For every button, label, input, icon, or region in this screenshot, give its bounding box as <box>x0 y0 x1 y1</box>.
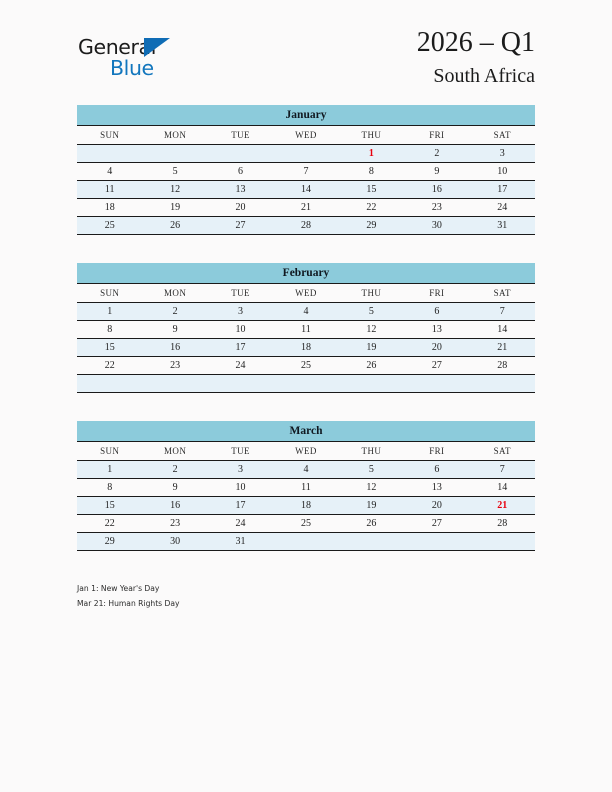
day-cell[interactable]: 7 <box>470 461 535 479</box>
day-cell[interactable]: 21 <box>470 339 535 357</box>
empty-day-cell <box>273 145 338 163</box>
day-cell[interactable]: 7 <box>470 303 535 321</box>
weekday-label-thu: THU <box>339 442 404 461</box>
day-cell[interactable]: 7 <box>273 163 338 181</box>
holiday-note: Jan 1: New Year's Day <box>77 584 160 593</box>
weekday-label-wed: WED <box>273 126 338 145</box>
weekday-header-row <box>77 442 535 461</box>
weekday-label-sat: SAT <box>470 442 535 461</box>
day-cell[interactable]: 9 <box>404 163 469 181</box>
day-cell[interactable]: 1 <box>77 303 142 321</box>
logo-triangle-icon <box>144 38 170 57</box>
day-cell[interactable]: 10 <box>208 479 273 497</box>
weekday-label-tue: TUE <box>208 442 273 461</box>
day-cell[interactable]: 14 <box>273 181 338 199</box>
day-cell[interactable]: 17 <box>470 181 535 199</box>
weekday-label-fri: FRI <box>404 442 469 461</box>
day-cell[interactable]: 22 <box>77 515 142 533</box>
day-cell[interactable]: 22 <box>339 199 404 217</box>
empty-day-cell <box>339 533 404 551</box>
day-cell[interactable]: 6 <box>404 461 469 479</box>
page-title: 2026 – Q1 <box>416 27 535 58</box>
day-cell[interactable]: 24 <box>470 199 535 217</box>
day-cell[interactable]: 5 <box>142 163 207 181</box>
empty-day-cell <box>404 375 469 393</box>
empty-day-cell <box>77 375 142 393</box>
month-name: March <box>77 421 535 442</box>
day-cell[interactable]: 12 <box>339 479 404 497</box>
day-cell[interactable]: 2 <box>142 461 207 479</box>
weekday-label-mon: MON <box>142 284 207 303</box>
empty-day-cell <box>273 533 338 551</box>
day-cell[interactable]: 6 <box>208 163 273 181</box>
day-cell[interactable]: 26 <box>339 515 404 533</box>
month-header-row <box>77 105 535 126</box>
day-cell[interactable]: 2 <box>404 145 469 163</box>
calendar-table <box>77 263 535 393</box>
day-cell[interactable]: 3 <box>208 303 273 321</box>
day-cell[interactable]: 10 <box>208 321 273 339</box>
day-cell[interactable]: 21 <box>470 497 535 515</box>
day-cell[interactable]: 20 <box>404 339 469 357</box>
day-cell[interactable]: 4 <box>273 303 338 321</box>
day-cell[interactable]: 20 <box>404 497 469 515</box>
day-cell[interactable]: 23 <box>404 199 469 217</box>
week-row <box>77 199 535 217</box>
logo-word-blue: Blue <box>110 56 154 80</box>
month-block-march <box>77 421 535 551</box>
week-row <box>77 497 535 515</box>
day-cell[interactable]: 6 <box>404 303 469 321</box>
week-row <box>77 515 535 533</box>
calendar-table <box>77 421 535 551</box>
day-cell[interactable]: 27 <box>404 357 469 375</box>
month-name: February <box>77 263 535 284</box>
month-block-february <box>77 263 535 393</box>
calendar-table <box>77 105 535 235</box>
day-cell[interactable]: 12 <box>339 321 404 339</box>
day-cell[interactable]: 15 <box>77 339 142 357</box>
day-cell[interactable]: 17 <box>208 339 273 357</box>
weekday-label-sat: SAT <box>470 284 535 303</box>
logo-word-general: General <box>78 35 156 59</box>
week-row <box>77 163 535 181</box>
day-cell[interactable]: 13 <box>404 321 469 339</box>
day-cell[interactable]: 22 <box>77 357 142 375</box>
day-cell[interactable]: 8 <box>77 321 142 339</box>
week-row <box>77 303 535 321</box>
holiday-notes <box>77 582 477 611</box>
week-row <box>77 321 535 339</box>
empty-day-cell <box>208 375 273 393</box>
day-cell[interactable]: 14 <box>470 479 535 497</box>
holiday-note: Mar 21: Human Rights Day <box>77 598 180 608</box>
day-cell[interactable]: 25 <box>273 515 338 533</box>
weekday-label-sun: SUN <box>77 126 142 145</box>
weekday-label-mon: MON <box>142 126 207 145</box>
weekday-header-row <box>77 284 535 303</box>
week-row <box>77 533 535 551</box>
day-cell[interactable]: 31 <box>208 533 273 551</box>
week-row <box>77 375 535 393</box>
weekday-label-sun: SUN <box>77 442 142 461</box>
empty-day-cell <box>470 375 535 393</box>
weekday-label-sun: SUN <box>77 284 142 303</box>
month-name: January <box>77 105 535 126</box>
weekday-label-wed: WED <box>273 442 338 461</box>
empty-day-cell <box>142 145 207 163</box>
general-blue-logo <box>78 36 198 82</box>
day-cell[interactable]: 19 <box>339 497 404 515</box>
day-cell[interactable]: 31 <box>470 217 535 235</box>
weekday-label-wed: WED <box>273 284 338 303</box>
day-cell[interactable]: 11 <box>273 479 338 497</box>
day-cell[interactable]: 30 <box>404 217 469 235</box>
day-cell[interactable]: 2 <box>142 303 207 321</box>
day-cell[interactable]: 16 <box>142 497 207 515</box>
week-row <box>77 217 535 235</box>
month-block-january <box>77 105 535 235</box>
weekday-label-thu: THU <box>339 126 404 145</box>
day-cell[interactable]: 28 <box>470 515 535 533</box>
weekday-label-thu: THU <box>339 284 404 303</box>
day-cell[interactable]: 21 <box>273 199 338 217</box>
day-cell[interactable]: 8 <box>77 479 142 497</box>
week-row <box>77 339 535 357</box>
day-cell[interactable]: 13 <box>404 479 469 497</box>
week-row <box>77 181 535 199</box>
weekday-label-fri: FRI <box>404 284 469 303</box>
weekday-label-fri: FRI <box>404 126 469 145</box>
day-cell[interactable]: 1 <box>77 461 142 479</box>
day-cell[interactable]: 15 <box>77 497 142 515</box>
day-cell[interactable]: 5 <box>339 461 404 479</box>
day-cell[interactable]: 29 <box>339 217 404 235</box>
empty-day-cell <box>470 533 535 551</box>
day-cell[interactable]: 11 <box>77 181 142 199</box>
day-cell[interactable]: 18 <box>273 339 338 357</box>
day-cell[interactable]: 17 <box>208 497 273 515</box>
day-cell[interactable]: 18 <box>273 497 338 515</box>
empty-day-cell <box>77 145 142 163</box>
day-cell[interactable]: 23 <box>142 515 207 533</box>
day-cell[interactable]: 4 <box>77 163 142 181</box>
day-cell[interactable]: 25 <box>77 217 142 235</box>
day-cell[interactable]: 20 <box>208 199 273 217</box>
week-row <box>77 145 535 163</box>
day-cell[interactable]: 5 <box>339 303 404 321</box>
day-cell[interactable]: 24 <box>208 357 273 375</box>
day-cell[interactable]: 26 <box>142 217 207 235</box>
day-cell[interactable]: 12 <box>142 181 207 199</box>
day-cell[interactable]: 13 <box>208 181 273 199</box>
empty-day-cell <box>273 375 338 393</box>
week-row <box>77 357 535 375</box>
month-header-row <box>77 421 535 442</box>
day-cell[interactable]: 3 <box>208 461 273 479</box>
day-cell[interactable]: 19 <box>339 339 404 357</box>
title-block <box>417 26 535 89</box>
day-cell[interactable]: 9 <box>142 479 207 497</box>
empty-day-cell <box>339 375 404 393</box>
day-cell[interactable]: 28 <box>470 357 535 375</box>
day-cell[interactable]: 24 <box>208 515 273 533</box>
month-header-row <box>77 263 535 284</box>
week-row <box>77 479 535 497</box>
empty-day-cell <box>404 533 469 551</box>
week-row <box>77 461 535 479</box>
day-cell[interactable]: 16 <box>404 181 469 199</box>
weekday-label-mon: MON <box>142 442 207 461</box>
day-cell[interactable]: 11 <box>273 321 338 339</box>
day-cell[interactable]: 14 <box>470 321 535 339</box>
day-cell[interactable]: 28 <box>273 217 338 235</box>
weekday-label-tue: TUE <box>208 126 273 145</box>
day-cell[interactable]: 4 <box>273 461 338 479</box>
page-header <box>0 0 612 100</box>
day-cell[interactable]: 10 <box>470 163 535 181</box>
day-cell[interactable]: 9 <box>142 321 207 339</box>
day-cell[interactable]: 23 <box>142 357 207 375</box>
empty-day-cell <box>142 375 207 393</box>
day-cell[interactable]: 1 <box>339 145 404 163</box>
day-cell[interactable]: 27 <box>208 217 273 235</box>
day-cell[interactable]: 15 <box>339 181 404 199</box>
weekday-header-row <box>77 126 535 145</box>
day-cell[interactable]: 18 <box>77 199 142 217</box>
weekday-label-sat: SAT <box>470 126 535 145</box>
day-cell[interactable]: 30 <box>142 533 207 551</box>
day-cell[interactable]: 26 <box>339 357 404 375</box>
empty-day-cell <box>208 145 273 163</box>
day-cell[interactable]: 3 <box>470 145 535 163</box>
weekday-label-tue: TUE <box>208 284 273 303</box>
quarter-calendars <box>77 105 535 579</box>
day-cell[interactable]: 29 <box>77 533 142 551</box>
day-cell[interactable]: 19 <box>142 199 207 217</box>
day-cell[interactable]: 8 <box>339 163 404 181</box>
page-subtitle: South Africa <box>433 65 535 87</box>
day-cell[interactable]: 25 <box>273 357 338 375</box>
day-cell[interactable]: 16 <box>142 339 207 357</box>
day-cell[interactable]: 27 <box>404 515 469 533</box>
